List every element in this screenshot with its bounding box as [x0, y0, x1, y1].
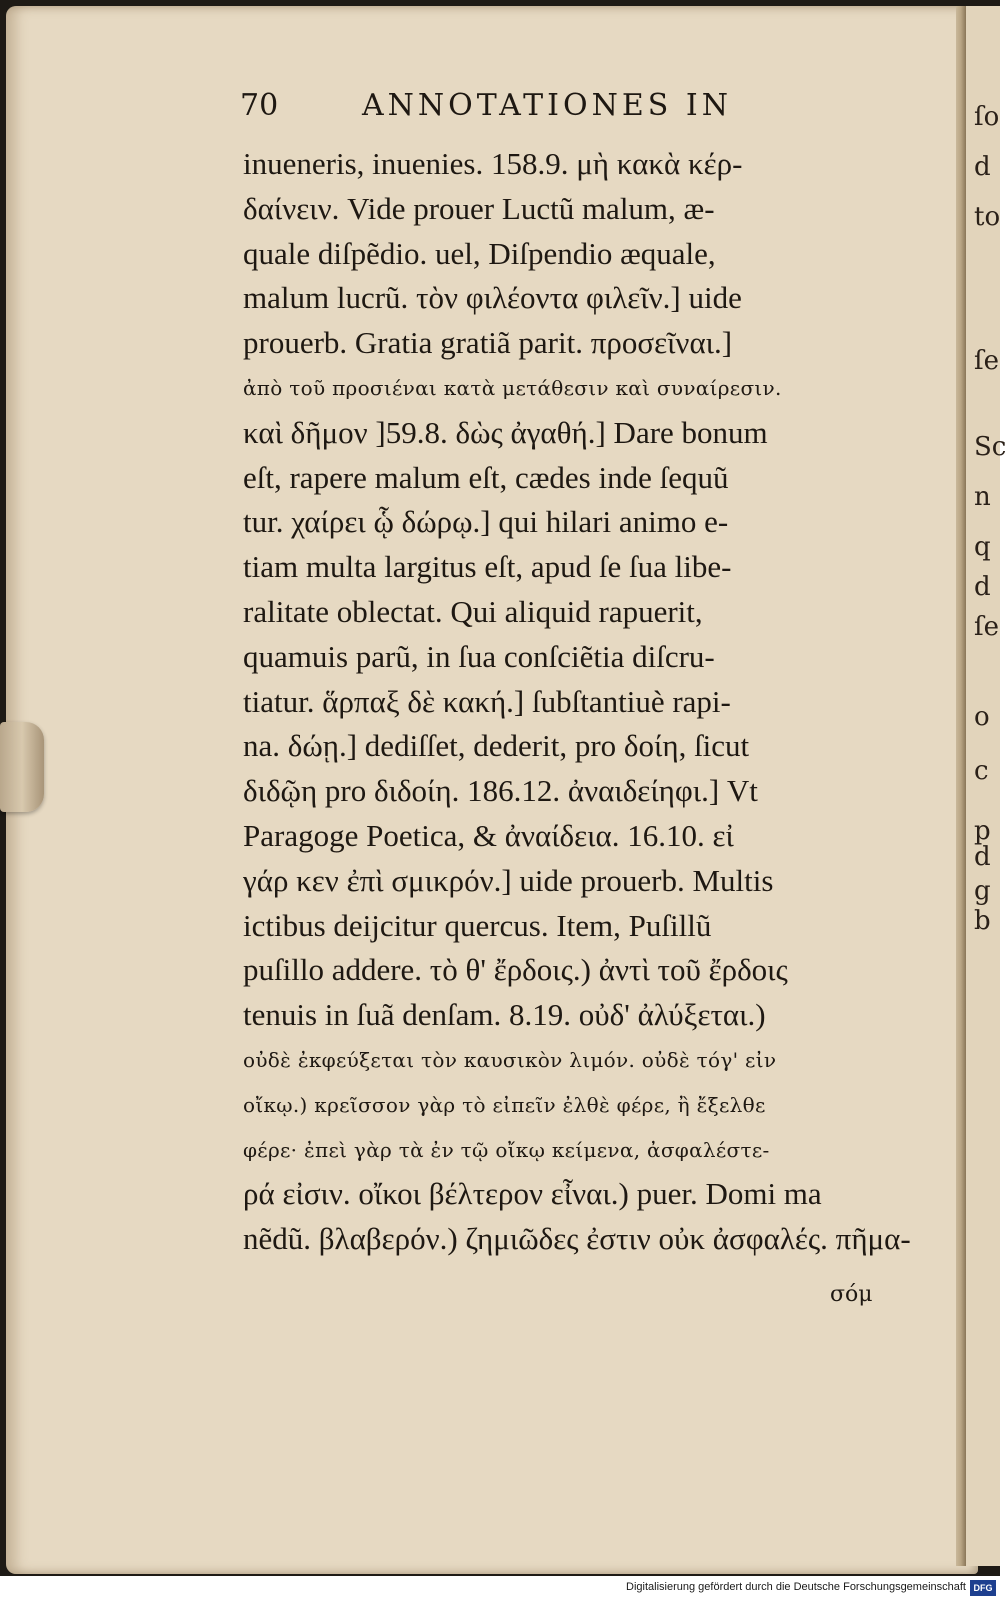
text-line: γάρ κεν ἐπὶ σμικρόν.] uide prouerb. Multis: [243, 862, 774, 898]
text-line: prouerb. Gratia gratiã parit. προσεῖναι.]: [243, 325, 733, 361]
text-line: tiam multa largitus eſt, apud ſe ſua libe-: [243, 549, 732, 585]
book-clasp: [0, 722, 44, 812]
dfg-logo: DFG: [970, 1580, 996, 1596]
next-page-fragment: q: [974, 532, 991, 562]
page-number: 70: [240, 88, 279, 123]
next-page-fragment: n: [974, 482, 991, 512]
catchword: σόμ: [830, 1282, 873, 1307]
text-line: quamuis parũ, in ſua conſciẽtia diſcru-: [243, 638, 715, 674]
text-line: καὶ δῆμον ]59.8. δὼς ἀγαθή.] Dare bonum: [243, 414, 768, 450]
page-header: [240, 88, 800, 132]
next-page-fragment: to: [974, 202, 1001, 232]
text-line: nẽdũ. βλαβερόν.) ζημιῶδες ἐστιν οὐκ ἀσφαλές. πῆμα-: [243, 1221, 911, 1257]
funding-credit: Digitalisierung gefördert durch die Deutsche Forschungsgemeinschaft: [626, 1581, 966, 1593]
text-line: tur. χαίρει ᾧ δώρῳ.] qui hilari animo e-: [243, 504, 729, 540]
next-page-fragment: ſe: [974, 346, 1000, 376]
next-page-edge: [966, 6, 1006, 1566]
page-gutter: [956, 6, 966, 1566]
text-line: οἴκῳ.) κρεῖσσον γὰρ τὸ εἰπεῖν ἐλθὲ φέρε, ἢ ἔξελθε: [243, 1092, 766, 1117]
text-line: tenuis in ſuã denſam. 8.19. οὐδ' ἀλύξεται.): [243, 997, 766, 1033]
next-page-fragment: d: [974, 152, 991, 182]
next-page-fragment: o: [974, 702, 990, 732]
text-line: malum lucrũ. τὸν φιλέοντα φιλεῖν.] uide: [243, 280, 742, 316]
next-page-fragment: b: [974, 906, 991, 936]
text-line: ictibus deijcitur quercus. Item, Puſillũ: [243, 907, 712, 943]
next-page-fragment: Sc: [974, 432, 1006, 462]
text-line: puſillo addere. τὸ θ' ἔρδοις.) ἀντὶ τοῦ ἔρδοις: [243, 952, 788, 988]
text-line: οὐδὲ ἐκφεύξεται τὸν καυσικὸν λιμόν. οὐδὲ τόγ' εἰν: [243, 1047, 777, 1072]
next-page-fragment: ſe: [974, 612, 1000, 642]
text-block: [243, 142, 911, 1262]
text-line: eſt, rapere malum eſt, cædes inde ſequũ: [243, 459, 729, 495]
text-line: Paragoge Poetica, & ἀναίδεια. 16.10. εἰ: [243, 817, 734, 853]
text-line: na. δώῃ.] dediſſet, dederit, pro δοίη, ſicut: [243, 728, 750, 764]
text-line: φέρε· ἐπεὶ γὰρ τὰ ἐν τῷ οἴκῳ κείμενα, ἀσφαλέστε-: [243, 1137, 770, 1162]
next-page-fragment: c: [974, 756, 989, 786]
text-line: ἀπὸ τοῦ προσιέναι κατὰ μετάθεσιν καὶ συναίρεσιν.: [243, 375, 782, 400]
text-line: inueneris, inuenies. 158.9. μὴ κακὰ κέρ-: [243, 146, 743, 181]
next-page-fragment: d: [974, 842, 991, 872]
next-page-fragment: p: [974, 816, 991, 846]
text-line: διδῷη pro διδοίη. 186.12. ἀναιδείηφι.] Vt: [243, 773, 758, 809]
text-line: ρά εἰσιν. οἴκοι βέλτερον εἶναι.) puer. Domi ma: [243, 1176, 822, 1212]
text-line: δαίνειν. Vide prouer Luctũ malum, æ-: [243, 190, 715, 226]
next-page-fragment: g: [974, 876, 991, 906]
running-head: ANNOTATIONES IN: [362, 88, 732, 123]
text-line: tiatur. ἅρπαξ δὲ κακή.] ſubſtantiuè rapi-: [243, 683, 731, 719]
footer-bar: [0, 1576, 1000, 1601]
text-line: ralitate oblectat. Qui aliquid rapuerit,: [243, 593, 703, 629]
next-page-fragment: d: [974, 572, 991, 602]
text-line: quale diſpẽdio. uel, Diſpendio æquale,: [243, 235, 716, 271]
next-page-fragment: ſo: [974, 102, 1000, 132]
